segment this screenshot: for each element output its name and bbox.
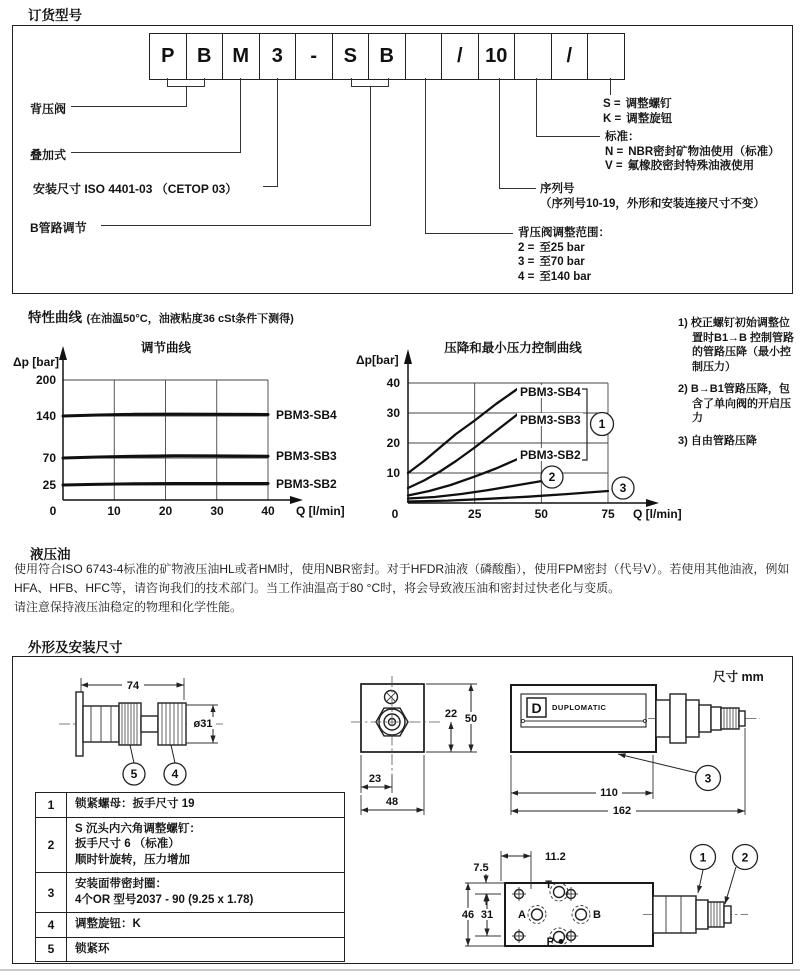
dim-162: 162	[612, 805, 632, 817]
series-label-sb3: PBM3-SB3	[520, 413, 581, 427]
port-label-P: P	[546, 936, 554, 948]
range-title: 背压阀调整范围：	[518, 227, 610, 239]
oil-heading: 液压油	[30, 547, 71, 562]
series-label-sb4: PBM3-SB4	[276, 408, 337, 422]
table-row	[36, 873, 344, 913]
ytick: 25	[42, 478, 56, 492]
ytick: 70	[42, 451, 56, 465]
range-4: 4 = 至140 bar	[518, 270, 592, 283]
ordering-box	[12, 25, 793, 294]
row-text: 调整旋钮：K	[75, 918, 141, 930]
option-v: V = 氟橡胶密封特殊油液使用	[605, 160, 755, 172]
xtick: 25	[468, 507, 482, 521]
label-series-number: 序列号 （序列号10-19，外形和安装连接尺寸不变）	[540, 183, 765, 210]
table-row	[36, 793, 344, 818]
label-adjustment-type	[603, 97, 672, 126]
chart1-title: 调节曲线	[140, 341, 192, 355]
connector-line	[167, 78, 168, 86]
row-text: 锁紧螺母：扳手尺寸 19	[75, 798, 195, 810]
callout-2: 2	[741, 850, 749, 865]
y-axis-arrow	[404, 349, 412, 364]
connector-line	[499, 78, 500, 188]
series-label-sb3: PBM3-SB3	[276, 449, 337, 463]
order-code-cell: B	[369, 34, 406, 79]
connector-line	[370, 86, 371, 225]
label-b-line-regulation: B管路调节	[30, 221, 87, 235]
order-code-cell: M	[223, 34, 260, 79]
callout-5: 5	[130, 767, 138, 781]
dim-31: 31	[480, 909, 494, 921]
chart2-ylabel: Δp[bar]	[356, 353, 399, 367]
dim-48: 48	[385, 796, 399, 808]
drawing-end-view	[351, 675, 506, 825]
option-n: N = NBR密封矿物油使用（标准）	[605, 145, 780, 158]
xtick: 30	[210, 504, 224, 518]
port-label-T: T	[545, 879, 552, 891]
ytick: 20	[386, 436, 400, 450]
x-axis-arrow	[646, 499, 659, 507]
callout-3: 3	[704, 771, 712, 786]
order-code-cell	[515, 34, 552, 79]
connector-line	[536, 78, 537, 136]
note-3: 3) 自由管路压降	[678, 434, 757, 447]
row-text: 锁紧环	[75, 942, 110, 955]
order-code-cell: /	[552, 34, 589, 79]
chart-regulation-curve	[8, 338, 350, 523]
row-number: 2	[36, 818, 67, 873]
logo-glyph: D	[531, 700, 542, 716]
connector-line	[351, 78, 352, 86]
dim-74: 74	[126, 680, 140, 692]
callout-1: 1	[598, 417, 606, 431]
chart1-xlabel: Q [l/min]	[296, 504, 345, 518]
adjustment-screw-top	[653, 896, 731, 933]
xtick: 50	[534, 507, 548, 521]
port-label-B: B	[593, 909, 601, 921]
component-table	[35, 792, 345, 962]
order-code-cell: P	[150, 34, 187, 79]
order-code-cell: B	[187, 34, 224, 79]
dim-50: 50	[464, 713, 478, 725]
y-axis-arrow	[59, 346, 67, 360]
note-2: 2) B→B1管路压降，包含了单向阀的开启压力	[678, 383, 791, 424]
dim-7-5: 7.5	[473, 862, 489, 874]
row-number: 1	[36, 793, 67, 817]
dimensions-heading: 外形及安装尺寸	[28, 640, 123, 655]
dimensions-box	[12, 656, 793, 964]
xtick: 10	[107, 504, 121, 518]
chart-pressure-drop-curve	[350, 338, 690, 530]
order-code-cell: 10	[479, 34, 516, 79]
connector-line	[101, 225, 371, 226]
xtick: 40	[261, 504, 275, 518]
series-label-sb2: PBM3-SB2	[520, 448, 581, 462]
label-seal-standard	[605, 130, 780, 174]
brand-name: DUPLOMATIC	[552, 703, 607, 712]
connector-line	[71, 152, 241, 153]
ytick: 140	[35, 409, 56, 423]
xtick: 0	[49, 504, 57, 518]
label-back-pressure-valve: 背压阀	[30, 102, 67, 116]
chart1-ylabel: Δp [bar]	[13, 355, 59, 369]
connector-line	[425, 233, 513, 234]
connector-line	[610, 78, 611, 95]
connector-line	[263, 186, 278, 187]
row-text: 安装面带密封圈： 4个OR 型号2037 - 90 (9.25 x 1.78)	[75, 878, 254, 906]
chart2-plot	[408, 383, 608, 503]
row-text: S 沉头内六角调整螺钉： 扳手尺寸 6 （标准） 顺时针旋转，压力增加	[75, 822, 201, 866]
connector-line	[240, 78, 241, 153]
table-row	[36, 818, 344, 874]
note-1: 1) 校正螺钉初始调整位置时B1→B 控制管路的管路压降（最小控制压力）	[678, 317, 795, 373]
p-dot	[559, 939, 564, 944]
row-number: 4	[36, 913, 67, 937]
label-mounting-standard: 安装尺寸 ISO 4401-03 （CETOP 03）	[33, 182, 238, 196]
order-code-cell: S	[333, 34, 370, 79]
connector-line	[425, 78, 426, 233]
chart1-plot	[63, 380, 268, 500]
seal-title: 标准：	[605, 131, 640, 143]
table-row	[36, 938, 344, 962]
unit-label: 尺寸 mm	[713, 670, 764, 684]
oil-paragraph: 使用符合ISO 6743-4标准的矿物液压油HL或者HM时，使用NBR密封。对于HFDR油液（磷酸酯），使用FPM密封（代号V）。若使用其他油液，例如HFA、HFB、HFC等，请咨询我们的技术部门。当工作油温高于80 °C时，将会导致液压油和密封过快老化与变质。 请注意保持液压油稳定的物理和化学性能。	[14, 562, 790, 614]
callout-3: 3	[619, 481, 627, 495]
curve-notes	[678, 316, 797, 456]
x-axis-arrow	[290, 496, 303, 504]
connector-line	[499, 188, 536, 189]
callout-4: 4	[171, 767, 179, 781]
series-label-sb4: PBM3-SB4	[520, 385, 581, 399]
order-code-cell: /	[442, 34, 479, 79]
port-label-A: A	[518, 909, 526, 921]
xtick: 75	[601, 507, 615, 521]
chart2-title: 压降和最小压力控制曲线	[444, 341, 582, 355]
dim-110: 110	[600, 787, 618, 799]
curves-subtitle: (在油温50°C，油液粘度36 cSt条件下测得)	[86, 313, 294, 325]
ordering-heading: 订货型号	[28, 8, 82, 23]
callout-1: 1	[699, 850, 707, 865]
callout-2: 2	[548, 470, 556, 484]
adjustment-screw-assembly	[656, 694, 745, 743]
drawing-knob-side-view	[43, 672, 313, 797]
xtick: 0	[391, 507, 399, 521]
connector-line	[277, 78, 278, 187]
drawing-side-view	[508, 675, 792, 817]
curves-heading: 特性曲线 (在油温50°C，油液粘度36 cSt条件下测得)	[28, 310, 294, 325]
ytick: 10	[386, 466, 400, 480]
connector-line	[71, 106, 187, 107]
label-pressure-range	[518, 226, 610, 284]
connector-line	[536, 136, 600, 137]
table-row	[36, 913, 344, 938]
valve-knob-assembly	[76, 692, 186, 756]
order-code-cell: 3	[260, 34, 297, 79]
chart2-xlabel: Q [l/min]	[633, 507, 682, 521]
dim-23: 23	[368, 773, 382, 785]
row-number: 5	[36, 938, 67, 962]
order-code-cell: -	[296, 34, 333, 79]
dim-46: 46	[461, 909, 475, 921]
dim-11-2: 11.2	[545, 851, 566, 863]
order-code-cell	[588, 34, 624, 79]
drawing-top-view	[453, 821, 793, 963]
option-s: S = 调整螺钉	[603, 98, 672, 110]
xtick: 20	[158, 504, 173, 518]
dim-dia31: ø31	[193, 718, 213, 730]
footer-rule	[0, 969, 800, 971]
order-code-cell	[406, 34, 443, 79]
range-2: 2 = 至25 bar	[518, 241, 585, 254]
connector-line	[186, 86, 187, 106]
row-number: 3	[36, 873, 67, 912]
ytick: 30	[386, 406, 400, 420]
ytick: 200	[35, 373, 56, 387]
order-code-cells	[149, 33, 625, 80]
option-k: K = 调整旋钮	[603, 112, 673, 125]
dim-22: 22	[444, 708, 458, 720]
ytick: 40	[386, 376, 400, 390]
series-label-sb2: PBM3-SB2	[276, 477, 337, 491]
range-3: 3 = 至70 bar	[518, 256, 585, 268]
label-modular-type: 叠加式	[30, 148, 67, 162]
